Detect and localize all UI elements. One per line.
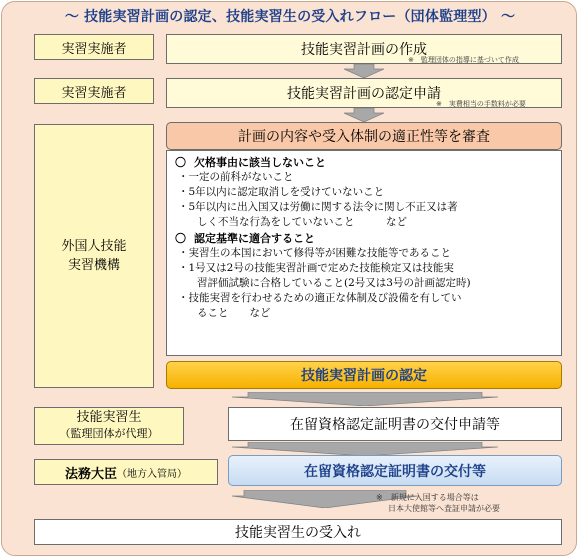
circle-mark: 〇 <box>175 156 186 169</box>
step-coe-issuance <box>228 455 562 486</box>
review-criteria-panel <box>166 150 562 356</box>
down-arrow-4 <box>230 442 500 456</box>
step-trainee-acceptance <box>34 519 562 545</box>
step-label: 技能実習計画の認定 <box>301 368 427 384</box>
actor-trainee <box>34 407 184 445</box>
actor-sublabel: （地方入管局） <box>117 468 187 480</box>
step-label: 技能実習生の受入れ <box>235 525 361 541</box>
step-label: 計画の内容や受入体制の適正性等を審査 <box>238 129 490 145</box>
note-fee: ※ 実費相当の手数料が必要 <box>436 100 526 108</box>
section-disqualification <box>175 155 553 170</box>
down-arrow-2 <box>342 108 386 122</box>
actor-sublabel: （監理団体が代理） <box>59 427 159 440</box>
criteria-item: ・ 1号又は2号の技能実習計画で定めた技能検定又は技能実 <box>175 261 553 276</box>
page-title: 〜 技能実習計画の認定、技能実習生の受入れフロー（団体監理型） 〜 <box>64 9 516 25</box>
actor-implementer-1 <box>34 34 154 60</box>
actor-label: 技能実習生 <box>76 410 142 425</box>
step-plan-approval <box>166 361 562 389</box>
step-label: 技能実習計画の認定申請 <box>287 86 441 102</box>
criteria-item-cont: ること など <box>197 307 271 319</box>
step-review <box>166 122 562 150</box>
footnote-line: 日本大使館等へ査証申請が必要 <box>388 504 500 513</box>
actor-implementer-2 <box>34 78 154 104</box>
criteria-item-cont: 習評価試験に合格していること(2号又は3号の計画認定時) <box>197 277 471 289</box>
section-certification-criteria <box>175 231 553 246</box>
step-label: 技能実習計画の作成 <box>301 42 427 58</box>
criteria-item: ・ 5年以内に出入国又は労働に関する法令に関し不正又は著 <box>175 200 553 215</box>
criteria-item: ・ 実習生の本国において修得等が困難な技能等であること <box>175 246 553 261</box>
step-label: 在留資格認定証明書の交付等 <box>304 463 486 480</box>
visa-footnote <box>376 492 500 514</box>
footnote-line: ※ 新規に入国する場合等は <box>376 493 479 502</box>
criteria-item: ・ 5年以内に認定取消しを受けていないこと <box>175 185 553 200</box>
circle-mark: 〇 <box>175 232 186 245</box>
criteria-item-cont: しく不当な行為をしていないこと など <box>197 216 407 228</box>
down-arrow-3 <box>230 392 500 406</box>
criteria-item: ・ 一定の前科がないこと <box>175 170 553 185</box>
step-label: 在留資格認定証明書の交付申請等 <box>290 417 500 433</box>
down-arrow-1 <box>342 64 386 78</box>
note-plan-creation: ※ 監理団体の指導に基づいて作成 <box>408 56 519 64</box>
step-coe-application <box>228 407 562 441</box>
section-title: 欠格事由に該当しないこと <box>194 156 326 169</box>
section-title: 認定基準に適合すること <box>194 232 315 245</box>
actor-label: 外国人技能 実習機構 <box>61 239 127 273</box>
actor-otit <box>34 124 154 388</box>
actor-minister <box>34 459 218 485</box>
actor-label: 実習実施者 <box>61 85 127 101</box>
actor-label: 法務大臣 <box>64 466 117 482</box>
criteria-item: ・ 技能実習を行わせるための適正な体制及び設備を有してい <box>175 291 553 306</box>
actor-label: 実習実施者 <box>61 41 127 57</box>
